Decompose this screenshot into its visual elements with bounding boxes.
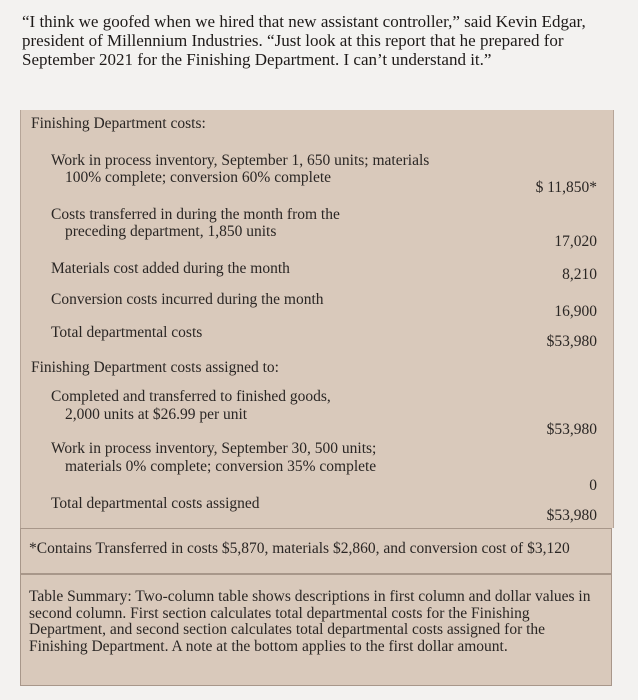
- completed-label-line2: 2,000 units at $26.99 per unit: [65, 406, 248, 423]
- wip-end-value: 0: [589, 477, 597, 494]
- transferred-in-label-line1: Costs transferred in during the month from the: [51, 206, 340, 223]
- wip-begin-label-line2: 100% complete; conversion 60% complete: [65, 169, 332, 186]
- wip-begin-label-line1: Work in process inventory, September 1, 650 units; materials: [51, 152, 430, 169]
- footnote-text: *Contains Transferred in costs $5,870, materials $2,860, and conversion cost of $3,120: [29, 540, 570, 557]
- conversion-cost-value: 16,900: [554, 303, 597, 320]
- conversion-cost-label: Conversion costs incurred during the month: [51, 291, 324, 308]
- section-heading-assigned: Finishing Department costs assigned to:: [31, 359, 279, 376]
- table-summary-text: Table Summary: Two-column table shows descriptions in first column and dollar values in second column. First section calculates total departmental costs for the Finishing Department, and second section calculates total departmental costs assigned for the Finishing Department. A note at the bottom applies to the first dollar amount.: [29, 588, 591, 655]
- transferred-in-label-line2: preceding department, 1,850 units: [65, 223, 277, 240]
- wip-end-label-line2: materials 0% complete; conversion 35% complete: [65, 458, 377, 475]
- materials-cost-value: 8,210: [562, 266, 597, 283]
- materials-cost-label: Materials cost added during the month: [51, 260, 290, 277]
- total-costs-value: $53,980: [546, 333, 597, 350]
- table-summary: [20, 574, 612, 686]
- wip-end-label-line1: Work in process inventory, September 30, 500 units;: [51, 440, 377, 457]
- total-assigned-label: Total departmental costs assigned: [51, 495, 260, 512]
- footnote-row: [20, 528, 612, 574]
- intro-paragraph: “I think we goofed when we hired that new assistant controller,” said Kevin Edgar, president of Millennium Industries. “Just look at this report that he prepared for September 2021 for the Finishing Department. I can’t understand it.”: [22, 12, 586, 69]
- completed-label-line1: Completed and transferred to finished goods,: [51, 388, 331, 405]
- completed-value: $53,980: [546, 421, 597, 438]
- cost-report-table: [20, 110, 614, 528]
- transferred-in-value: 17,020: [554, 233, 597, 250]
- wip-begin-value: $ 11,850*: [535, 179, 597, 196]
- total-assigned-value: $53,980: [546, 507, 597, 524]
- section-heading-costs: Finishing Department costs:: [31, 115, 206, 132]
- total-costs-label: Total departmental costs: [51, 324, 203, 341]
